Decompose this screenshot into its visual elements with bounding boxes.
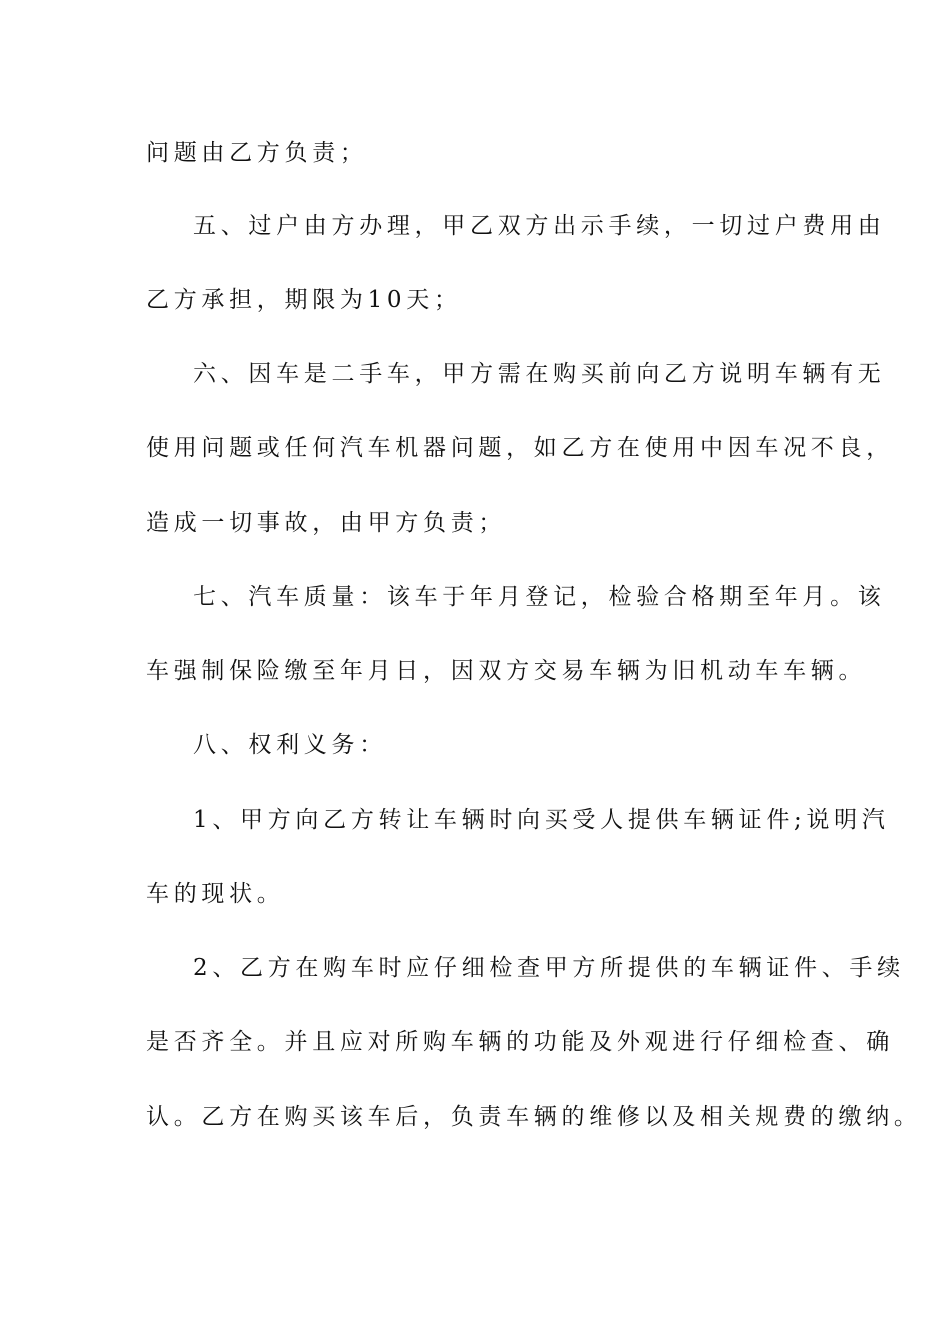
clause-6-line-3: 造成一切事故，由甲方负责； [146,510,507,536]
clause-5-line-1: 五、过户由方办理，甲乙双方出示手续，一切过户费用由 [193,213,886,239]
text-line-1: 问题由乙方负责； [146,140,368,166]
clause-8-item-2-line-3: 认。乙方在购买该车后，负责车辆的维修以及相关规费的缴纳。 [146,1104,922,1130]
clause-7-line-1: 七、汽车质量：该车于年月登记，检验合格期至年月。该 [193,584,886,610]
clause-8-item-2-line-2: 是否齐全。并且应对所购车辆的功能及外观进行仔细检查、确 [146,1029,894,1055]
clause-6-line-2: 使用问题或任何汽车机器问题，如乙方在使用中因车况不良， [146,435,894,461]
clause-8-item-2-line-1: 2、乙方在购车时应仔细检查甲方所提供的车辆证件、手续 [193,955,905,981]
clause-7-line-2: 车强制保险缴至年月日，因双方交易车辆为旧机动车车辆。 [146,658,867,684]
clause-8-item-1-line-2: 车的现状。 [146,881,285,907]
clause-5-line-2: 乙方承担，期限为10天； [146,287,462,313]
clause-8-heading: 八、权利义务： [193,732,387,758]
clause-6-line-1: 六、因车是二手车，甲方需在购买前向乙方说明车辆有无 [193,361,886,387]
clause-8-item-1-line-1: 1、甲方向乙方转让车辆时向买受人提供车辆证件;说明汽 [193,807,890,833]
